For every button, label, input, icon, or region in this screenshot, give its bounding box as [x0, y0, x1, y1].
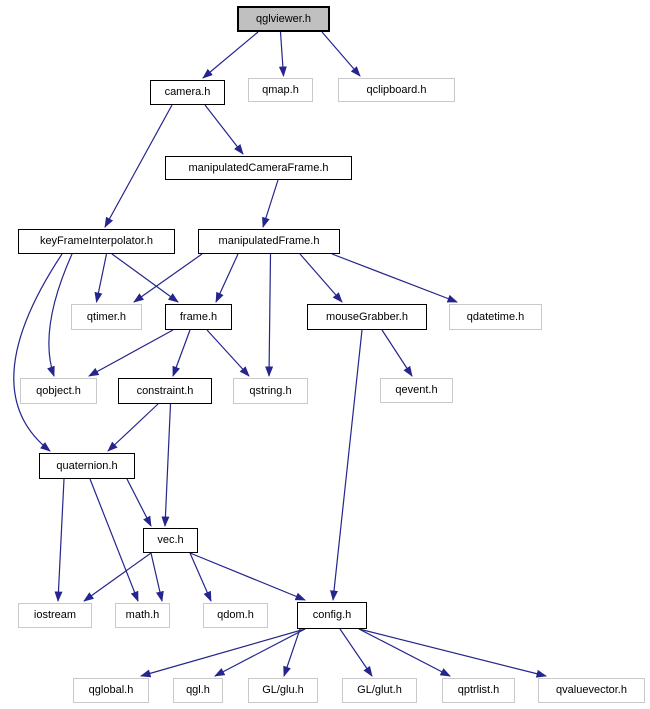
edge-vec-iostream [84, 553, 151, 601]
node-qdom: qdom.h [203, 603, 268, 628]
edge-keyFrameInterpolator-qobject [49, 254, 72, 376]
edge-frame-qstring [207, 330, 249, 376]
edge-frame-constraint [173, 330, 190, 376]
node-qmap: qmap.h [248, 78, 313, 102]
node-qclipboard: qclipboard.h [338, 78, 455, 102]
node-camera[interactable]: camera.h [150, 80, 225, 105]
node-qglobal: qglobal.h [73, 678, 149, 703]
edge-manipulatedFrame-frame [216, 254, 238, 302]
node-qtimer: qtimer.h [71, 304, 142, 330]
edge-quaternion-vec [127, 479, 151, 526]
node-manipulatedFrame[interactable]: manipulatedFrame.h [198, 229, 340, 254]
edge-camera-keyFrameInterpolator [105, 105, 172, 227]
edge-manipulatedCameraFrame-manipulatedFrame [263, 180, 278, 227]
node-qptrlist: qptrlist.h [442, 678, 515, 703]
edge-constraint-vec [165, 404, 171, 526]
node-iostream: iostream [18, 603, 92, 628]
edge-qglviewer-qclipboard [322, 32, 360, 76]
edge-config-glut [340, 629, 372, 676]
node-qobject: qobject.h [20, 378, 97, 404]
node-glu: GL/glu.h [248, 678, 318, 703]
edge-config-qvaluevector [359, 629, 546, 676]
node-qglviewer: qglviewer.h [237, 6, 330, 32]
node-keyFrameInterpolator[interactable]: keyFrameInterpolator.h [18, 229, 175, 254]
node-qstring: qstring.h [233, 378, 308, 404]
edge-manipulatedFrame-mouseGrabber [300, 254, 342, 302]
node-manipulatedCameraFrame[interactable]: manipulatedCameraFrame.h [165, 156, 352, 180]
edge-manipulatedFrame-qstring [269, 254, 271, 376]
node-config[interactable]: config.h [297, 602, 367, 629]
node-quaternion[interactable]: quaternion.h [39, 453, 135, 479]
edge-frame-qobject [89, 330, 173, 376]
node-frame[interactable]: frame.h [165, 304, 232, 330]
edge-keyFrameInterpolator-quaternion [14, 254, 62, 451]
edge-qglviewer-camera [203, 32, 258, 78]
node-qgl: qgl.h [173, 678, 223, 703]
node-math: math.h [115, 603, 170, 628]
edge-camera-manipulatedCameraFrame [205, 105, 243, 154]
node-constraint[interactable]: constraint.h [118, 378, 212, 404]
node-vec[interactable]: vec.h [143, 528, 198, 553]
node-glut: GL/glut.h [342, 678, 417, 703]
edge-manipulatedFrame-qdatetime [332, 254, 457, 302]
edge-qglviewer-qmap [281, 32, 284, 76]
edge-quaternion-iostream [58, 479, 64, 601]
node-qevent: qevent.h [380, 378, 453, 403]
edge-mouseGrabber-config [333, 330, 362, 600]
node-qvaluevector: qvaluevector.h [538, 678, 645, 703]
edge-mouseGrabber-qevent [382, 330, 412, 376]
node-mouseGrabber[interactable]: mouseGrabber.h [307, 304, 427, 330]
edge-vec-math [151, 553, 162, 601]
edge-keyFrameInterpolator-qtimer [97, 254, 107, 302]
edge-config-qptrlist [359, 629, 450, 676]
node-qdatetime: qdatetime.h [449, 304, 542, 330]
edge-config-qglobal [141, 629, 305, 676]
edge-constraint-quaternion [108, 404, 158, 451]
edge-quaternion-math [90, 479, 138, 601]
